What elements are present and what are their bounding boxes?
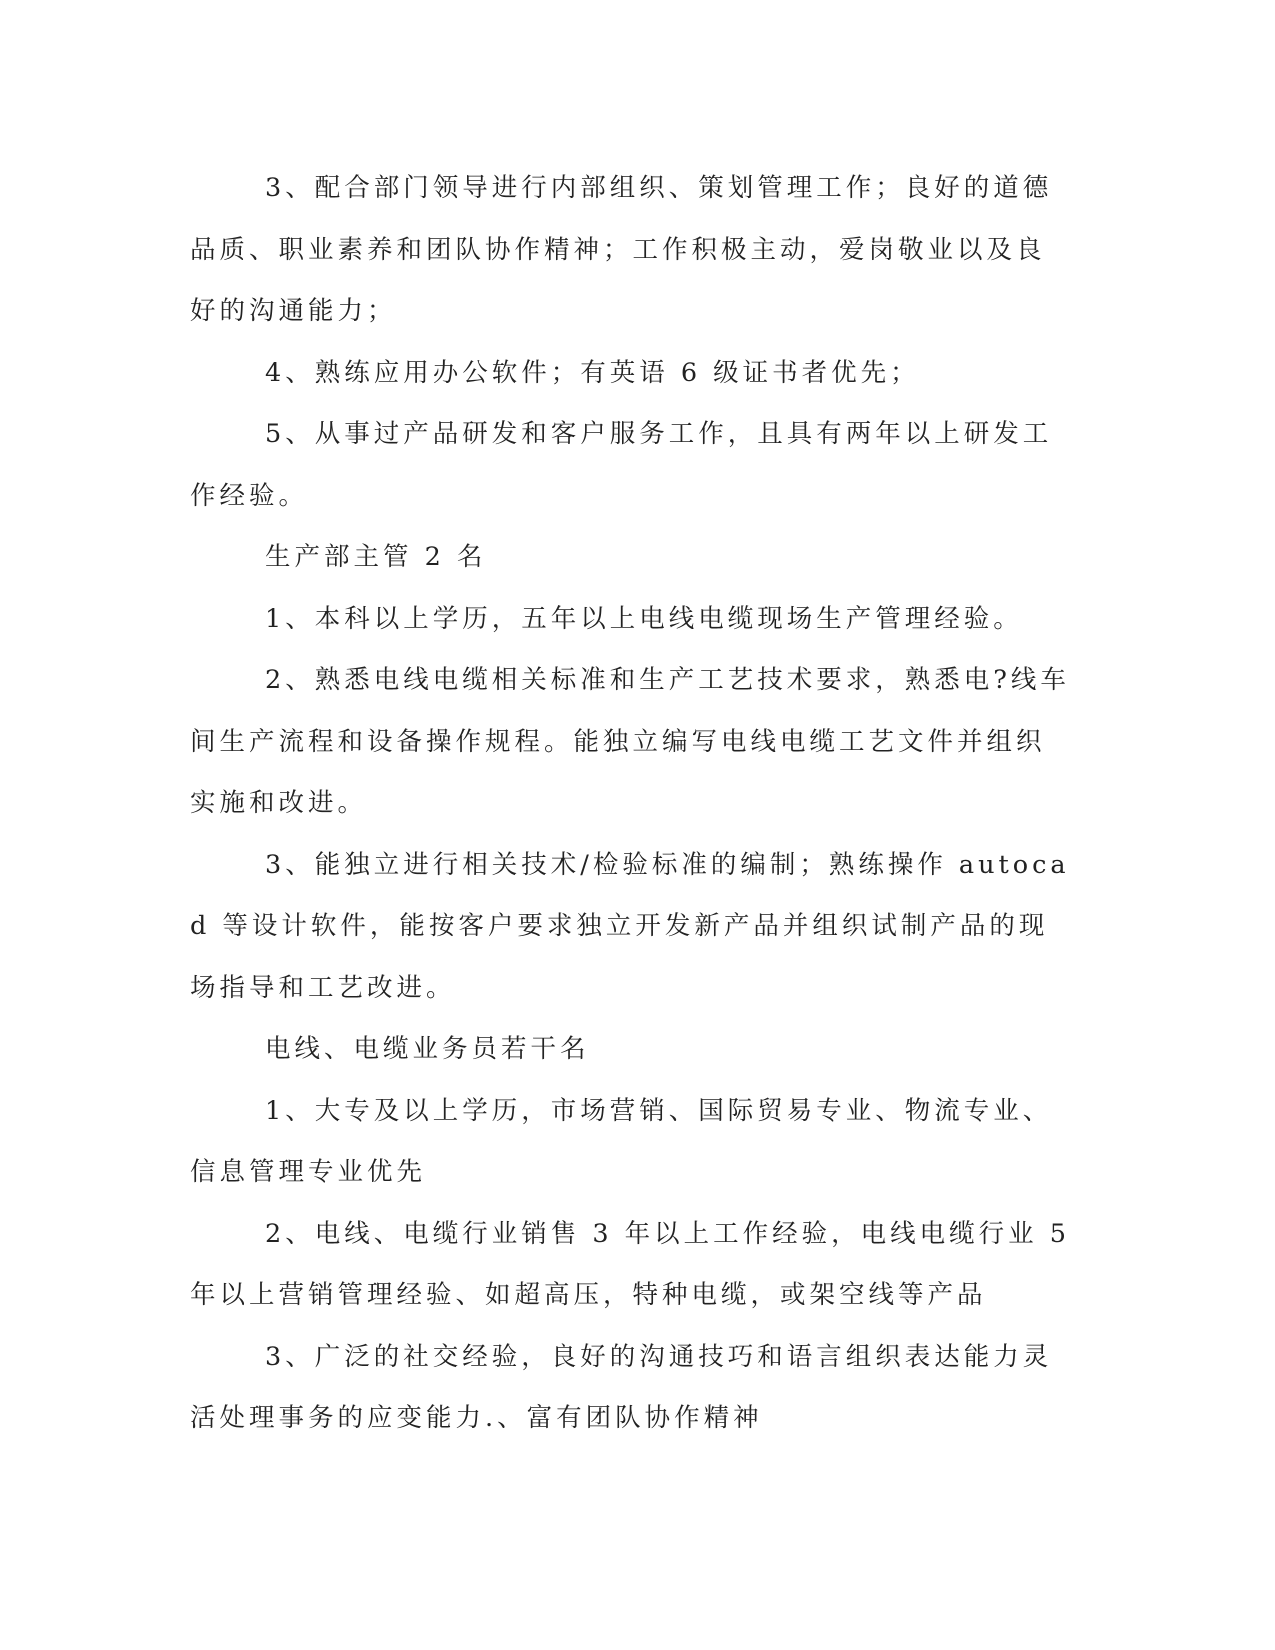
paragraph-production-req-3: 3、能独立进行相关技术/检验标准的编制；熟练操作 autocad 等设计软件，能按客户要求独立开发新产品并组织试制产品的现场指导和工艺改进。 [190, 849, 1070, 1003]
paragraph-responsibility-4: 4、熟练应用办公软件；有英语 6 级证书者优先； [265, 357, 920, 388]
paragraph-production-req-2: 2、熟悉电线电缆相关标准和生产工艺技术要求，熟悉电?线车间生产流程和设备操作规程。能独立编写电线电缆工艺文件并组织实施和改进。 [190, 665, 1070, 818]
paragraph-sales-req-2: 2、电线、电缆行业销售 3 年以上工作经验，电线电缆行业 5 年以上营销管理经验、如超高压，特种电缆，或架空线等产品 [190, 1218, 1083, 1310]
paragraph-production-req-1: 1、本科以上学历，五年以上电线电缆现场生产管理经验。 [265, 603, 1023, 634]
section-heading-sales-staff: 电线、电缆业务员若干名 [265, 1034, 590, 1064]
paragraph-responsibility-3: 3、配合部门领导进行内部组织、策划管理工作；良好的道德品质、职业素养和团队协作精神；工作积极主动，爱岗敬业以及良好的沟通能力； [190, 173, 1053, 326]
document-body [190, 158, 1083, 1450]
section-heading-production-supervisor: 生产部主管 2 名 [265, 542, 487, 572]
paragraph-sales-req-1: 1、大专及以上学历，市场营销、国际贸易专业、物流专业、信息管理专业优先 [190, 1095, 1053, 1187]
paragraph-sales-req-3: 3、广泛的社交经验，良好的沟通技巧和语言组织表达能力灵活处理事务的应变能力.、富有团队协作精神 [190, 1341, 1053, 1433]
paragraph-responsibility-5: 5、从事过产品研发和客户服务工作，且具有两年以上研发工作经验。 [190, 419, 1053, 511]
